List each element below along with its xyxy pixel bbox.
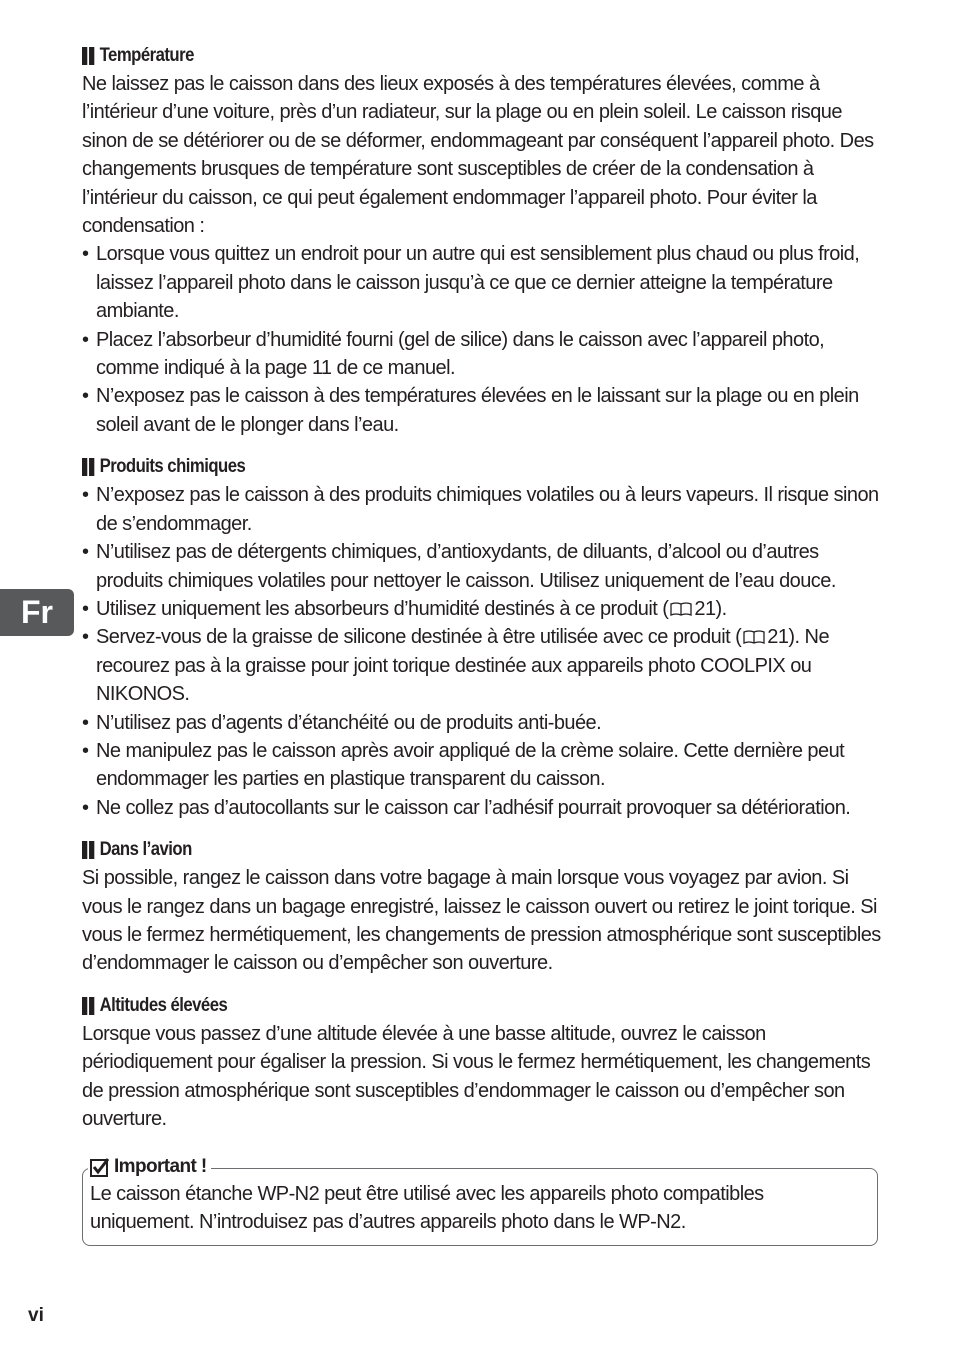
page-number: vi bbox=[28, 1305, 44, 1326]
section-marker-icon bbox=[82, 47, 94, 65]
section-heading-chemicals bbox=[82, 453, 786, 481]
list-item: • N’exposez pas le caisson à des températures élevées en le laissant sur la plage ou en plein soleil avant de le plonger dans l’eau. bbox=[82, 382, 882, 439]
section-title: Altitudes élevées bbox=[99, 994, 228, 1016]
section-marker-icon bbox=[82, 458, 94, 476]
section-title: Produits chimiques bbox=[99, 456, 246, 478]
list-item: • Lorsque vous quittez un endroit pour un autre qui est sensiblement plus chaud ou plus froid, laissez l’appareil photo dans le caisson jusqu’à ce que ce dernier atteigne la température ambiante. bbox=[82, 240, 882, 325]
section-heading-temperature bbox=[82, 42, 786, 70]
page-content bbox=[82, 42, 882, 1133]
list-item: • Placez l’absorbeur d’humidité fourni (gel de silice) dans le caisson avec l’appareil photo, comme indiqué à la page 11 de ce manuel. bbox=[82, 326, 882, 383]
checkmark-icon bbox=[90, 1157, 110, 1177]
section-title: Dans l’avion bbox=[99, 839, 192, 861]
list-item: • Ne collez pas d’autocollants sur le caisson car l’adhésif pourrait provoquer sa détérioration. bbox=[82, 794, 882, 822]
section-heading-airplane bbox=[82, 836, 786, 864]
book-reference-icon bbox=[743, 630, 765, 644]
section-paragraph: Ne laissez pas le caisson dans des lieux exposés à des températures élevées, comme à l’intérieur d’une voiture, près d’un radiateur, sur la plage ou en plein soleil. Le caisson risque sinon de se détériorer ou de se déformer, endommageant par conséquent l’appareil photo. Des changements brusques de température sont susceptibles de créer de la condensation à l’intérieur du caisson, ce qui peut également endommager l’appareil photo. Pour éviter la condensation : bbox=[82, 73, 874, 238]
book-reference-icon bbox=[670, 602, 692, 616]
list-item: • N’utilisez pas de détergents chimiques, d’antioxydants, de diluants, d’alcool ou d’autres produits chimiques volatiles pour nettoyer le caisson. Utilisez uniquement de l’eau douce. bbox=[82, 538, 882, 595]
bullet-list bbox=[82, 240, 882, 439]
important-notice-heading bbox=[88, 1153, 211, 1181]
language-tab: Fr bbox=[0, 589, 74, 636]
list-item: • N’utilisez pas d’agents d’étanchéité ou de produits anti-buée. bbox=[82, 709, 882, 737]
bullet-list bbox=[82, 481, 882, 822]
section-paragraph: Si possible, rangez le caisson dans votre bagage à main lorsque vous voyagez par avion. Si vous le rangez dans un bagage enregistré, laissez le caisson ouvert ou retirez le joint torique. Si vous le fermez hermétiquement, les changements de pression atmosphérique sont susceptibles d’endommager le caisson ou d’empêcher son ouverture. bbox=[82, 867, 881, 975]
important-title: Important ! bbox=[114, 1156, 207, 1177]
list-item: • Servez-vous de la graisse de silicone destinée à être utilisée avec ce produit ( 21). Ne recourez pas à la graisse pour joint torique destinée aux appareils photo COOLPIX ou NIKONOS. bbox=[82, 623, 882, 708]
section-paragraph: Lorsque vous passez d’une altitude élevée à une basse altitude, ouvrez le caisson périodiquement pour égaliser la pression. Si vous le fermez hermétiquement, les changements de pression atmosphérique sont susceptibles d’endommager le caisson ou d’empêcher son ouverture. bbox=[82, 1022, 871, 1130]
section-heading-altitude bbox=[82, 992, 786, 1020]
list-item: • Ne manipulez pas le caisson après avoir appliqué de la crème solaire. Cette dernière peut endommager les parties en plastique transparent du caisson. bbox=[82, 737, 882, 794]
important-text: Le caisson étanche WP-N2 peut être utilisé avec les appareils photo compatibles uniquement. N’introduisez pas d’autres appareils photo dans le WP-N2. bbox=[90, 1183, 764, 1234]
section-title: Température bbox=[99, 45, 194, 66]
section-marker-icon bbox=[82, 841, 94, 859]
section-marker-icon bbox=[82, 997, 94, 1015]
list-item: • N’exposez pas le caisson à des produits chimiques volatiles ou à leurs vapeurs. Il risque sinon de s’endommager. bbox=[82, 481, 882, 538]
list-item: • Utilisez uniquement les absorbeurs d’humidité destinés à ce produit ( 21). bbox=[82, 595, 882, 623]
